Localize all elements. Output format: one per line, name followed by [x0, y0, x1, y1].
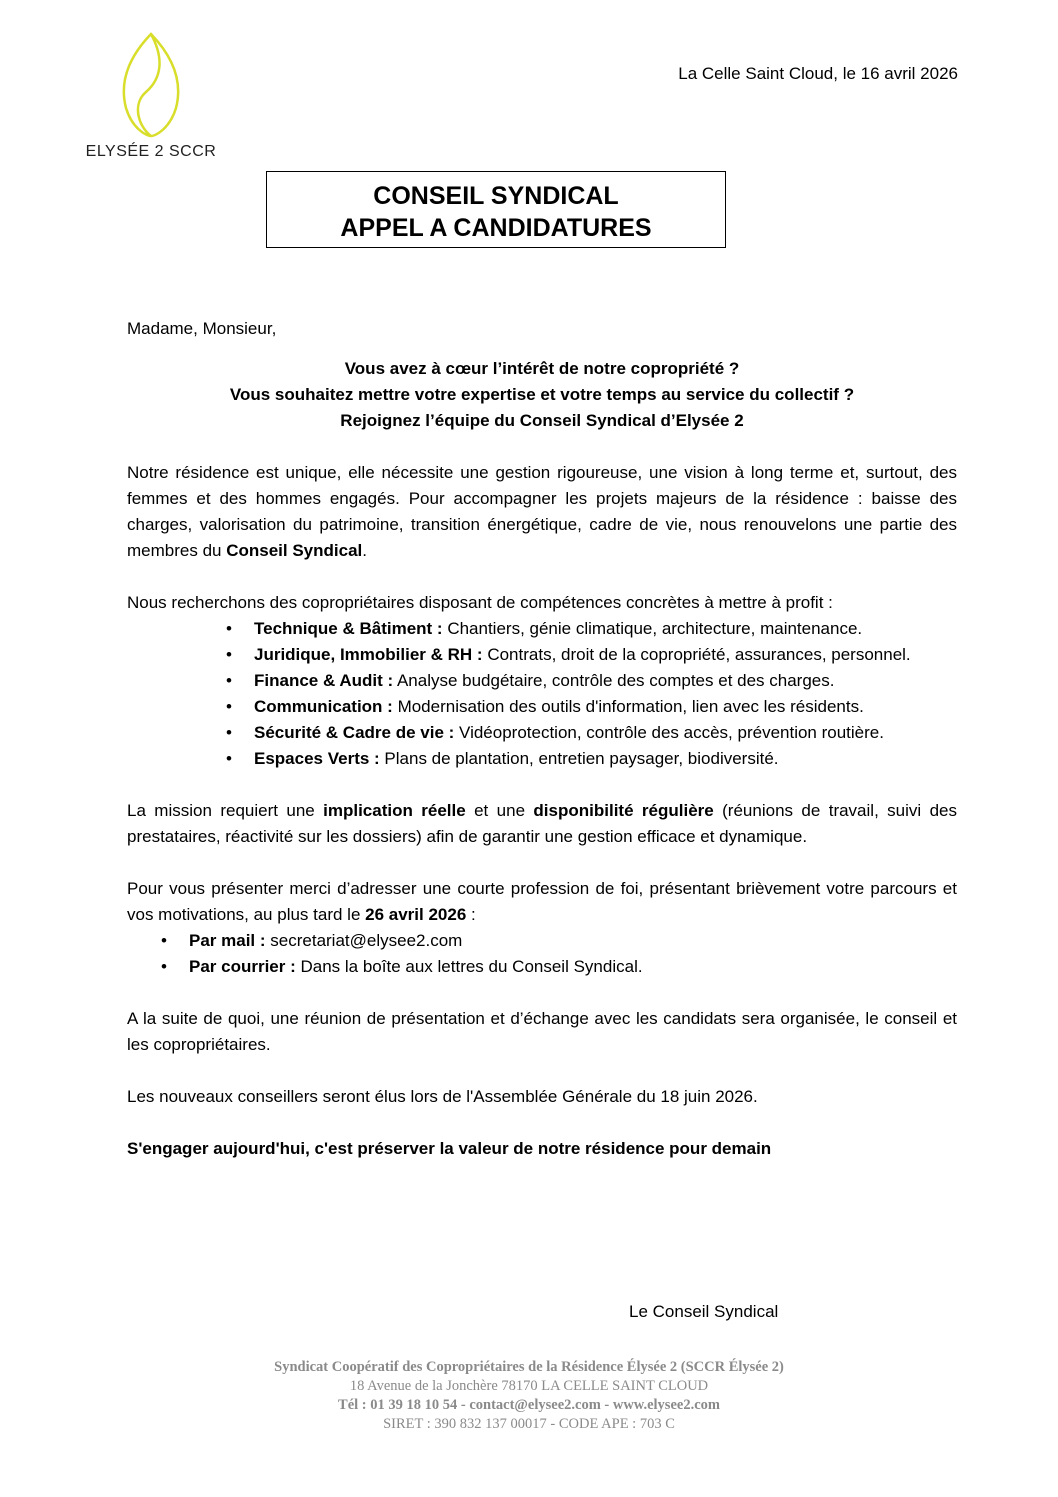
skills-list — [254, 616, 957, 772]
title-line-2: APPEL A CANDIDATURES — [340, 214, 652, 242]
footer-line: Syndicat Coopératif des Copropriétaires de la Résidence Élysée 2 (SCCR Élysée 2) — [274, 1359, 784, 1375]
list-item: • Espaces Verts : Plans de plantation, entretien paysager, biodiversité. — [254, 746, 957, 772]
intro-line: Vous souhaitez mettre votre expertise et votre temps au service du collectif ? — [229, 385, 855, 404]
leaf-logo-icon — [116, 30, 186, 140]
list-item: • Sécurité & Cadre de vie : Vidéoprotection, contrôle des accès, prévention routière. — [254, 720, 957, 746]
logo-text: ELYSÉE 2 SCCR — [85, 143, 217, 160]
closing-statement: S'engager aujourd'hui, c'est préserver la valeur de notre résidence pour demain — [127, 1139, 772, 1158]
title-line-1: CONSEIL SYNDICAL — [373, 182, 619, 210]
paragraph-meeting: A la suite de quoi, une réunion de présentation et d’échange avec les candidats sera organisée, le conseil et les copropriétaires. — [127, 1009, 957, 1054]
footer-line: Tél : 01 39 18 10 54 - contact@elysee2.com - www.elysee2.com — [338, 1397, 720, 1413]
title-box — [266, 171, 726, 248]
greeting: Madame, Monsieur, — [127, 319, 277, 338]
paragraph-election: Les nouveaux conseillers seront élus lors de l'Assemblée Générale du 18 juin 2026. — [127, 1087, 758, 1106]
letter-body — [127, 316, 957, 1162]
list-item: • Juridique, Immobilier & RH : Contrats, droit de la copropriété, assurances, personnel. — [254, 642, 957, 668]
signature: Le Conseil Syndical — [629, 1302, 779, 1321]
intro-line: Vous avez à cœur l’intérêt de notre copropriété ? — [344, 359, 740, 378]
footer-line: SIRET : 390 832 137 00017 - CODE APE : 703 C — [383, 1416, 675, 1432]
list-item: • Communication : Modernisation des outils d'information, lien avec les résidents. — [254, 694, 957, 720]
paragraph-apply: Pour vous présenter merci d’adresser une courte profession de foi, présentant brièvement votre parcours et vos motivations, au plus tard le 26 avril 2026 : — [127, 879, 957, 924]
letter-date: La Celle Saint Cloud, le 16 avril 2026 — [678, 64, 958, 83]
list-item: • Par mail : secretariat@elysee2.com — [189, 928, 957, 954]
paragraph-residence: Notre résidence est unique, elle nécessite une gestion rigoureuse, une vision à long terme et, surtout, des femmes et des hommes engagés. Pour accompagner les projets majeurs de la résidence : baisse des charges, valorisation du patrimoine, transition énergétique, cadre de vie, nous renouvelons une partie des membres du Conseil Syndical. — [127, 463, 957, 560]
paragraph-mission: La mission requiert une implication réelle et une disponibilité régulière (réunions de travail, suivi des prestataires, réactivité sur les dossiers) afin de garantir une gestion efficace et dynamique. — [127, 801, 957, 846]
contact-list — [189, 928, 957, 980]
footer-line: 18 Avenue de la Jonchère 78170 LA CELLE SAINT CLOUD — [349, 1378, 709, 1394]
footer — [0, 1358, 1058, 1434]
intro-line: Rejoignez l’équipe du Conseil Syndical d’Elysée 2 — [340, 411, 744, 430]
list-item: • Technique & Bâtiment : Chantiers, génie climatique, architecture, maintenance. — [254, 616, 957, 642]
skills-intro: Nous recherchons des copropriétaires disposant de compétences concrètes à mettre à profit : — [127, 593, 833, 612]
list-item: • Finance & Audit : Analyse budgétaire, contrôle des comptes et des charges. — [254, 668, 957, 694]
list-item: • Par courrier : Dans la boîte aux lettres du Conseil Syndical. — [189, 954, 957, 980]
logo — [76, 30, 226, 165]
